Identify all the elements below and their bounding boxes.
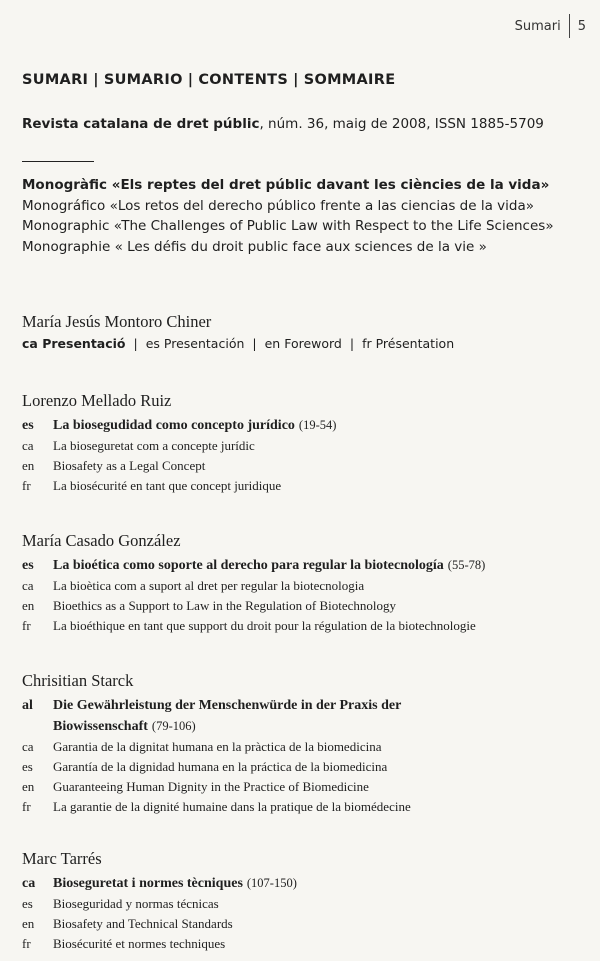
language-code: ca	[22, 739, 34, 754]
page-range: (107-150)	[246, 876, 297, 890]
divider-rule	[22, 161, 94, 162]
page-number: 5	[577, 18, 586, 34]
author-name: María Jesús Montoro Chiner	[22, 312, 212, 331]
language-code: es	[22, 896, 33, 911]
presentation-item: es Presentación	[145, 336, 245, 351]
author-name: Marc Tarrés	[22, 849, 102, 868]
page-range: (19-54)	[298, 418, 337, 432]
page-range: (79-106)	[151, 719, 196, 733]
translation-row	[22, 436, 336, 456]
translation-row	[22, 456, 336, 476]
language-code: ca	[22, 876, 36, 891]
translated-title: La garantie de la dignité humaine dans la pratique de la biomédecine	[53, 799, 411, 814]
language-code: es	[22, 759, 33, 774]
language-code: es	[22, 418, 34, 433]
primary-title-row	[22, 873, 297, 894]
language-code: fr	[22, 936, 31, 951]
language-code: en	[22, 598, 35, 613]
monograph-title: Monogràfic «Els reptes del dret públic davant les ciències de la vida»	[22, 177, 550, 193]
journal-name: Revista catalana de dret públic	[22, 116, 260, 132]
translation-row	[22, 576, 485, 596]
toc-heading-item: SUMARI	[22, 72, 89, 88]
translation-row	[22, 797, 411, 817]
language-code: en	[22, 458, 35, 473]
author-name: Lorenzo Mellado Ruiz	[22, 391, 172, 410]
translation-row	[22, 757, 411, 777]
translated-title: Garantia de la dignitat humana en la pràctica de la biomedicina	[53, 739, 382, 754]
translated-title: Biosafety and Technical Standards	[53, 916, 233, 931]
article-title-continued: Biowissenschaft	[53, 719, 148, 734]
article-title: La biosegudidad como concepto jurídico	[53, 418, 295, 433]
monograph-translation: Monographie « Les défis du droit public face aux sciences de la vie »	[22, 238, 487, 255]
primary-title-row	[22, 695, 411, 716]
primary-title-row	[22, 555, 485, 576]
translated-title: Bioethics as a Support to Law in the Regulation of Biotechnology	[53, 598, 397, 613]
language-code: es	[22, 558, 34, 573]
page-range: (55-78)	[447, 558, 486, 572]
article-title: Die Gewährleistung der Menschenwürde in der Praxis der	[53, 698, 402, 713]
language-code: en	[22, 916, 35, 931]
article-entry	[22, 531, 485, 636]
running-head	[515, 14, 586, 38]
translation-row	[22, 934, 297, 954]
translated-title: Guaranteeing Human Dignity in the Practice of Biomedicine	[53, 779, 369, 794]
monograph-translation: Monographic «The Challenges of Public Law with Respect to the Life Sciences»	[22, 218, 554, 234]
monograph-translation: Monográfico «Los retos del derecho público frente a las ciencias de la vida»	[22, 197, 535, 214]
language-code: en	[22, 779, 35, 794]
translation-row	[22, 914, 297, 934]
translated-title: Biosécurité et normes techniques	[53, 936, 226, 951]
translated-title: La bioéthique en tant que support du droit pour la régulation de la biotechnologie	[53, 618, 476, 633]
header-divider	[569, 14, 570, 38]
translated-title: La bioseguretat com a concepte jurídic	[53, 438, 255, 453]
language-code: fr	[22, 799, 31, 814]
journal-details: , núm. 36, maig de 2008, ISSN 1885-5709	[259, 116, 544, 132]
primary-title-row	[22, 415, 336, 436]
primary-title-row-continued	[22, 716, 411, 737]
toc-heading: SUMARI | SUMARIO | CONTENTS | SOMMAIRE	[22, 72, 396, 88]
author-name: Chrisitian Starck	[22, 671, 134, 690]
presentation-entry	[22, 312, 454, 351]
article-entry	[22, 671, 411, 817]
toc-heading-item: SUMARIO	[103, 72, 183, 88]
language-code: fr	[22, 478, 31, 493]
translation-row	[22, 596, 485, 616]
language-code: al	[22, 698, 33, 713]
article-title: La bioética como soporte al derecho para regular la biotecnología	[53, 558, 444, 573]
translated-title: La bioètica com a suport al dret per regular la biotecnologia	[53, 578, 365, 593]
translation-row	[22, 616, 485, 636]
journal-citation	[22, 116, 544, 132]
translation-row	[22, 777, 411, 797]
article-title: Bioseguretat i normes tècniques	[53, 876, 243, 891]
presentation-item: fr Présentation	[362, 336, 455, 351]
language-code: ca	[22, 438, 34, 453]
toc-heading-item: CONTENTS	[198, 72, 289, 88]
language-code: ca	[22, 578, 34, 593]
translation-row	[22, 476, 336, 496]
article-entry	[22, 849, 297, 954]
presentation-item: en Foreword	[264, 336, 342, 351]
article-entry	[22, 391, 336, 496]
translated-title: Biosafety as a Legal Concept	[53, 458, 206, 473]
presentation-item: ca Presentació	[22, 336, 126, 351]
translated-title: Garantía de la dignidad humana en la práctica de la biomedicina	[53, 759, 388, 774]
translated-title: La biosécurité en tant que concept juridique	[53, 478, 282, 493]
author-name: María Casado González	[22, 531, 181, 550]
toc-heading-item: SOMMAIRE	[303, 72, 396, 88]
monograph-block	[22, 175, 554, 257]
language-code: fr	[22, 618, 31, 633]
translated-title: Bioseguridad y normas técnicas	[53, 896, 219, 911]
translation-row	[22, 737, 411, 757]
translation-row	[22, 894, 297, 914]
presentation-languages: ca Presentació | es Presentación | en Foreword | fr Présentation	[22, 336, 455, 351]
section-label: Sumari	[514, 18, 561, 34]
